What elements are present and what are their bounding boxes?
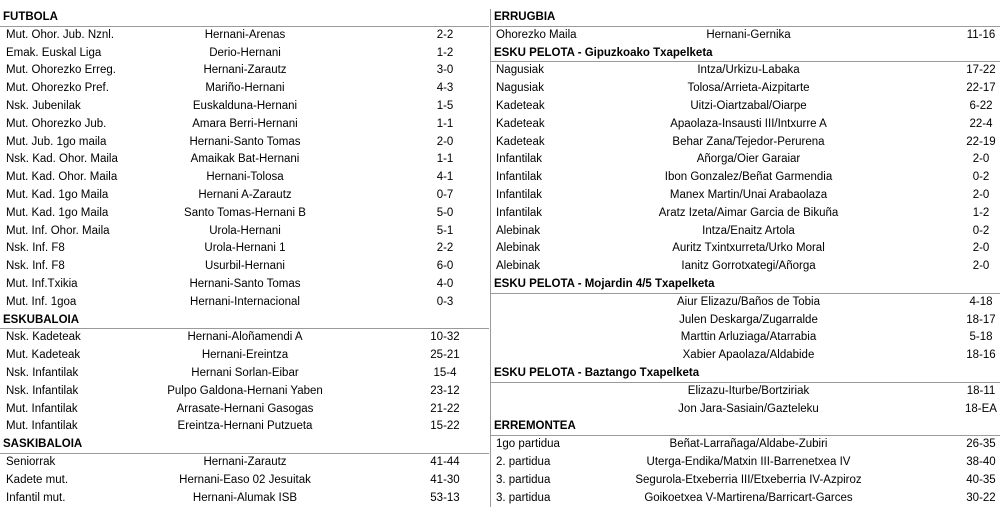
match-score: 21-22 — [430, 402, 460, 415]
match-teams: Uitzi-Oiartzabal/Oiarpe — [690, 99, 807, 112]
category-label: Mut. Jub. 1go maila — [6, 135, 107, 148]
category-label: Mut. Infantilak — [6, 402, 78, 415]
category-label: Mut. Ohor. Jub. Nznl. — [6, 28, 115, 41]
result-row — [491, 347, 1000, 365]
match-teams: Hernani-Aloñamendi A — [187, 331, 303, 344]
match-teams: Xabier Apaolaza/Aldabide — [682, 349, 815, 362]
match-score: 17-22 — [966, 64, 996, 77]
match-teams: Mariño-Hernani — [205, 82, 285, 95]
match-score: 23-12 — [430, 384, 460, 397]
match-score: 2-2 — [436, 242, 454, 255]
match-score: 53-13 — [430, 491, 460, 504]
match-score: 0-7 — [436, 188, 454, 201]
match-teams: Urola-Hernani — [209, 224, 281, 237]
category-label: Kadeteak — [496, 117, 545, 130]
match-score: 4-3 — [436, 82, 454, 95]
match-teams: Hernani-Ereintza — [201, 349, 289, 362]
match-teams: Beñat-Larrañaga/Aldabe-Zubiri — [669, 438, 828, 451]
match-teams: Hernani Sorlan-Eibar — [191, 366, 299, 379]
result-row — [0, 205, 489, 223]
match-teams: Ibon Gonzalez/Beñat Garmendia — [664, 171, 833, 184]
match-score: 1-1 — [436, 153, 454, 166]
match-teams: Aratz Izeta/Aimar Garcia de Bikuña — [658, 206, 839, 219]
match-teams: Hernani-Easo 02 Jesuitak — [179, 473, 311, 486]
match-score: 18-17 — [966, 313, 996, 326]
match-teams: Ereintza-Hernani Putzueta — [177, 420, 313, 433]
match-teams: Hernani A-Zarautz — [198, 188, 292, 201]
section-title-erremontea: ERREMONTEA — [491, 418, 1000, 436]
result-row — [0, 294, 489, 312]
category-label: Nsk. Infantilak — [6, 384, 79, 397]
match-teams: Tolosa/Arrieta-Aizpitarte — [687, 82, 810, 95]
result-row — [491, 151, 1000, 169]
category-label: Mut. Inf.Txikia — [6, 277, 78, 290]
result-row — [0, 454, 489, 472]
result-row — [0, 383, 489, 401]
result-row — [0, 418, 489, 436]
match-score: 6-0 — [436, 260, 454, 273]
match-teams: Hernani-Zarautz — [203, 64, 287, 77]
category-label: Alebinak — [496, 242, 541, 255]
result-row — [491, 187, 1000, 205]
right-column — [490, 9, 1000, 507]
match-teams: Julen Deskarga/Zugarralde — [679, 313, 818, 326]
result-row — [0, 223, 489, 241]
result-row — [491, 436, 1000, 454]
section-title-eskubaloia: ESKUBALOIA — [0, 312, 489, 330]
match-score: 1-1 — [436, 117, 454, 130]
result-row — [491, 383, 1000, 401]
match-teams: Hernani-Tolosa — [206, 171, 284, 184]
match-score: 2-0 — [436, 135, 454, 148]
match-score: 2-0 — [972, 260, 990, 273]
match-teams: Añorga/Oier Garaiar — [696, 153, 801, 166]
match-score: 4-18 — [969, 295, 993, 308]
match-score: 15-4 — [433, 366, 457, 379]
category-label: Nsk. Inf. F8 — [6, 260, 65, 273]
match-score: 3-0 — [436, 64, 454, 77]
result-row — [0, 187, 489, 205]
result-row — [0, 329, 489, 347]
match-score: 22-19 — [966, 135, 996, 148]
match-score: 41-44 — [430, 455, 460, 468]
match-score: 0-3 — [436, 295, 454, 308]
category-label: Mut. Kad. 1go Maila — [6, 188, 109, 201]
result-row — [491, 258, 1000, 276]
category-label: Mut. Kadeteak — [6, 349, 81, 362]
match-teams: Marttin Arluziaga/Atarrabia — [680, 331, 817, 344]
match-score: 5-18 — [969, 331, 993, 344]
category-label: 1go partidua — [496, 438, 560, 451]
match-score: 1-5 — [436, 99, 454, 112]
match-teams: Goikoetxea V-Martirena/Barricart-Garces — [644, 491, 853, 504]
result-row — [0, 134, 489, 152]
category-label: Kadeteak — [496, 99, 545, 112]
match-score: 18-11 — [966, 384, 996, 397]
result-row — [0, 98, 489, 116]
match-teams: Pulpo Galdona-Hernani Yaben — [167, 384, 323, 397]
result-row — [491, 472, 1000, 490]
match-score: 15-22 — [430, 420, 460, 433]
match-teams: Usurbil-Hernani — [205, 260, 285, 273]
match-score: 40-35 — [966, 473, 996, 486]
match-score: 18-16 — [966, 349, 996, 362]
left-column — [0, 9, 489, 507]
match-teams: Intza/Urkizu-Labaka — [697, 64, 800, 77]
match-score: 1-2 — [436, 46, 454, 59]
category-label: Mut. Inf. 1goa — [6, 295, 77, 308]
result-row — [491, 223, 1000, 241]
match-teams: Hernani-Arenas — [204, 28, 286, 41]
match-score: 5-0 — [436, 206, 454, 219]
result-row — [491, 62, 1000, 80]
result-row — [0, 169, 489, 187]
match-teams: Elizazu-Iturbe/Bortziriak — [687, 384, 810, 397]
category-label: 2. partidua — [496, 455, 551, 468]
match-teams: Auritz Txintxurreta/Urko Moral — [672, 242, 825, 255]
result-row — [491, 454, 1000, 472]
result-row — [0, 116, 489, 134]
match-teams: Uterga-Endika/Matxin III-Barrenetxea IV — [646, 455, 851, 468]
match-score: 2-0 — [972, 188, 990, 201]
match-score: 5-1 — [436, 224, 454, 237]
match-teams: Hernani-Internacional — [190, 295, 300, 308]
match-score: 22-17 — [966, 82, 996, 95]
match-score: 2-0 — [972, 153, 990, 166]
match-teams: Hernani-Santo Tomas — [189, 135, 301, 148]
match-teams: Santo Tomas-Hernani B — [184, 206, 306, 219]
match-score: 22-4 — [969, 117, 993, 130]
result-row — [0, 490, 489, 508]
section-title-errugbia: ERRUGBIA — [491, 9, 1000, 27]
result-row — [0, 365, 489, 383]
section-title-esku-pelota-gipuzkoako-txapelketa: ESKU PELOTA - Gipuzkoako Txapelketa — [491, 45, 1000, 63]
result-row — [491, 116, 1000, 134]
match-score: 0-2 — [972, 171, 990, 184]
category-label: Mut. Ohorezko Erreg. — [6, 64, 116, 77]
section-title-futbola: FUTBOLA — [0, 9, 489, 27]
category-label: Infantilak — [496, 206, 543, 219]
result-row — [491, 205, 1000, 223]
category-label: Kadeteak — [496, 135, 545, 148]
match-teams: Aiur Elizazu/Baños de Tobia — [677, 295, 820, 308]
result-row — [0, 347, 489, 365]
match-score: 0-2 — [972, 224, 990, 237]
result-row — [0, 240, 489, 258]
category-label: Alebinak — [496, 260, 541, 273]
section-title-esku-pelota-baztango-txapelketa: ESKU PELOTA - Baztango Txapelketa — [491, 365, 1000, 383]
match-score: 30-22 — [966, 491, 996, 504]
result-row — [0, 27, 489, 45]
result-row — [0, 80, 489, 98]
match-score: 41-30 — [430, 473, 460, 486]
match-score: 18-EA — [965, 402, 997, 415]
result-row — [491, 98, 1000, 116]
result-row — [0, 45, 489, 63]
result-row — [491, 240, 1000, 258]
match-score: 6-22 — [969, 99, 993, 112]
match-teams: Manex Martin/Unai Arabaolaza — [669, 188, 828, 201]
match-teams: Euskalduna-Hernani — [192, 99, 298, 112]
match-teams: Hernani-Santo Tomas — [189, 277, 301, 290]
result-row — [491, 27, 1000, 45]
match-score: 11-16 — [966, 28, 996, 41]
match-teams: Amaikak Bat-Hernani — [190, 153, 300, 166]
section-title-esku-pelota-mojardin-4-5-txapelketa: ESKU PELOTA - Mojardin 4/5 Txapelketa — [491, 276, 1000, 294]
category-label: Nagusiak — [496, 82, 544, 95]
category-label: Mut. Ohorezko Jub. — [6, 117, 107, 130]
match-score: 26-35 — [966, 438, 996, 451]
category-label: Infantil mut. — [6, 491, 66, 504]
result-row — [491, 329, 1000, 347]
category-label: Mut. Kad. 1go Maila — [6, 206, 109, 219]
result-row — [0, 62, 489, 80]
category-label: Mut. Infantilak — [6, 420, 78, 433]
result-row — [491, 312, 1000, 330]
match-teams: Behar Zana/Tejedor-Perurena — [672, 135, 825, 148]
match-teams: Hernani-Zarautz — [203, 455, 287, 468]
match-teams: Ianitz Gorrotxategi/Añorga — [681, 260, 816, 273]
match-score: 2-2 — [436, 28, 454, 41]
match-score: 4-1 — [436, 171, 454, 184]
category-label: Nagusiak — [496, 64, 544, 77]
match-score: 1-2 — [972, 206, 990, 219]
match-teams: Segurola-Etxeberria III/Etxeberria IV-Azpiroz — [635, 473, 862, 486]
category-label: Kadete mut. — [6, 473, 69, 486]
category-label: Emak. Euskal Liga — [6, 46, 102, 59]
category-label: Mut. Kad. Ohor. Maila — [6, 171, 118, 184]
match-teams: Derio-Hernani — [209, 46, 281, 59]
category-label: Infantilak — [496, 188, 543, 201]
result-row — [491, 490, 1000, 508]
result-row — [0, 258, 489, 276]
category-label: Nsk. Infantilak — [6, 366, 79, 379]
category-label: Nsk. Inf. F8 — [6, 242, 65, 255]
category-label: Infantilak — [496, 153, 543, 166]
result-row — [491, 169, 1000, 187]
category-label: Nsk. Kadeteak — [6, 331, 81, 344]
result-row — [0, 276, 489, 294]
category-label: 3. partidua — [496, 491, 551, 504]
match-score: 2-0 — [972, 242, 990, 255]
result-row — [491, 294, 1000, 312]
result-row — [0, 472, 489, 490]
match-teams: Hernani-Alumak ISB — [192, 491, 298, 504]
category-label: Mut. Inf. Ohor. Maila — [6, 224, 110, 237]
category-label: Nsk. Kad. Ohor. Maila — [6, 153, 118, 166]
result-row — [0, 401, 489, 419]
result-row — [491, 401, 1000, 419]
result-row — [0, 151, 489, 169]
match-score: 25-21 — [430, 349, 460, 362]
match-teams: Intza/Enaitz Artola — [702, 224, 795, 237]
match-teams: Urola-Hernani 1 — [204, 242, 286, 255]
category-label: Alebinak — [496, 224, 541, 237]
match-score: 10-32 — [430, 331, 460, 344]
match-teams: Jon Jara-Sasiain/Gazteleku — [678, 402, 819, 415]
category-label: Ohorezko Maila — [496, 28, 577, 41]
category-label: Mut. Ohorezko Pref. — [6, 82, 109, 95]
match-teams: Apaolaza-Insausti III/Intxurre A — [670, 117, 827, 130]
match-teams: Arrasate-Hernani Gasogas — [176, 402, 314, 415]
match-score: 4-0 — [436, 277, 454, 290]
match-teams: Amara Berri-Hernani — [192, 117, 298, 130]
section-title-saskibaloia: SASKIBALOIA — [0, 436, 489, 454]
result-row — [491, 80, 1000, 98]
match-teams: Hernani-Gernika — [706, 28, 791, 41]
category-label: 3. partidua — [496, 473, 551, 486]
category-label: Infantilak — [496, 171, 543, 184]
category-label: Nsk. Jubenilak — [6, 99, 81, 112]
result-row — [491, 134, 1000, 152]
category-label: Seniorrak — [6, 455, 56, 468]
match-score: 38-40 — [966, 455, 996, 468]
